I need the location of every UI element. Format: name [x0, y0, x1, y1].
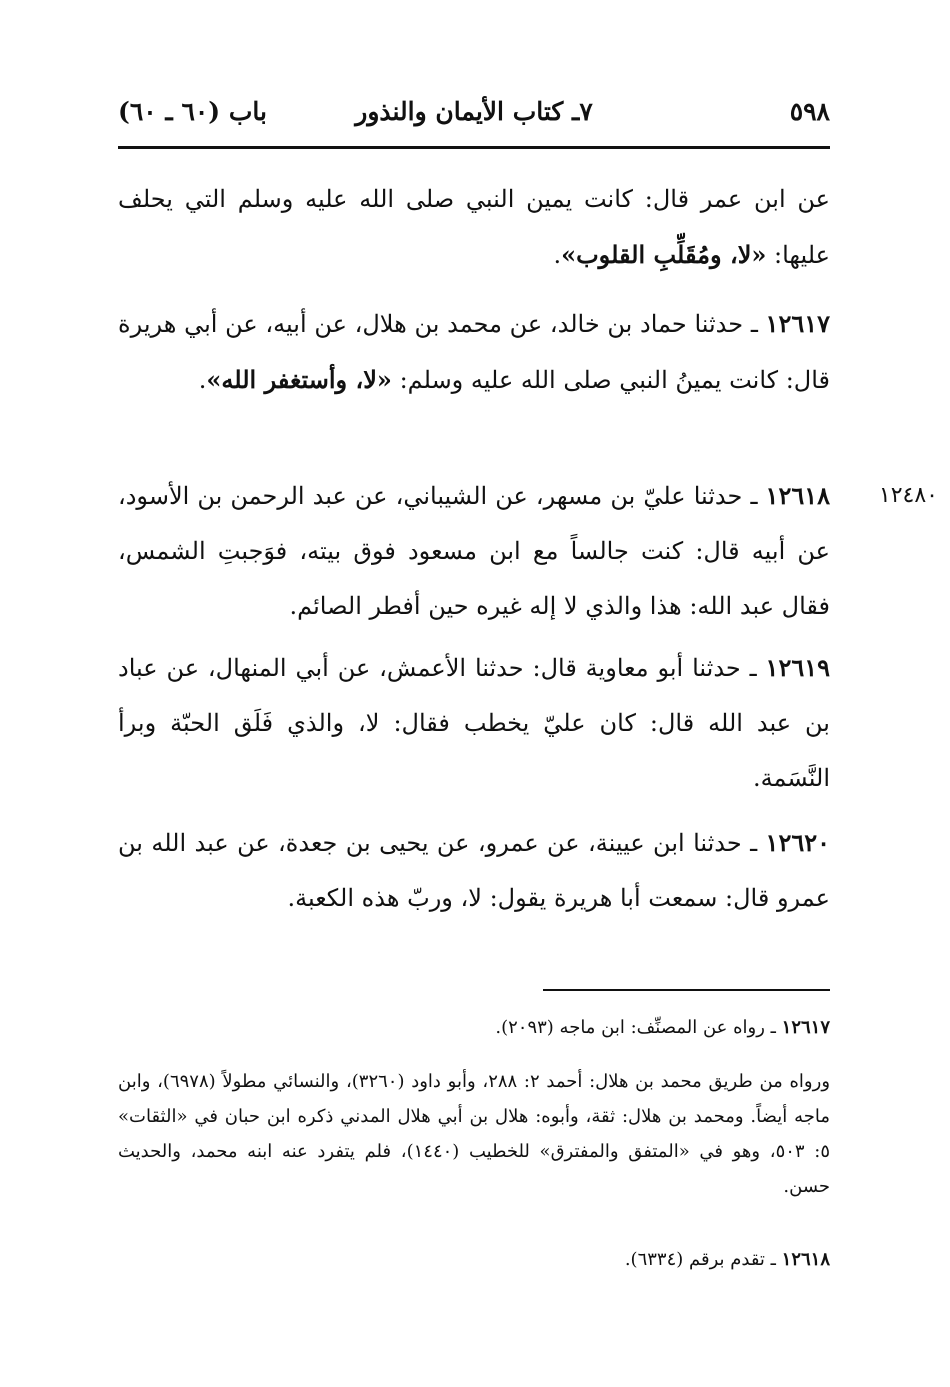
hadith-number: ١٢٦١٧	[765, 309, 830, 338]
hadith-number: ١٢٦٢٠	[765, 828, 830, 857]
chapter-label: باب (٦٠ ـ ٦٠)	[118, 97, 267, 126]
hadith-number: ١٢٦١٨	[765, 481, 830, 510]
quote: «لا، ومُقَلِّبِ القلوب»	[561, 240, 767, 269]
footnote-12618: ١٢٦١٨ ـ تقدم برقم (٦٣٣٤).	[624, 1249, 830, 1270]
book-title: ٧ـ كتاب الأيمان والنذور	[355, 97, 593, 126]
margin-reference: ١٢٤٨٠	[878, 483, 938, 508]
footnote-number: ١٢٦١٨	[781, 1249, 830, 1270]
footnote-12617-detail: ورواه من طريق محمد بن هلال: أحمد ٢: ٢٨٨، وأبو داود (٣٢٦٠)، والنسائي مطولاً (٦٩٧٨)، وابن ماجه أيضاً. ومحمد بن هلال: ثقة، وأبوه: هلال بن أبي هلال المدني ذكره ابن حبان في «الثقات» ٥: ٥٠٣، وهو في «المتفق والمفترق» للخطيب (١٤٤٠)، فلم يتفرد عنه ابنه محمد، والحديث حسن.	[118, 1071, 831, 1197]
hadith-12618: ١٢٦١٨ ـ حدثنا عليّ بن مسهر، عن الشيباني، عن عبد الرحمن بن الأسود، عن أبيه قال: كنت جالساً مع ابن مسعود فوق بيته، فوَجبتِ الشمس، فقال عبد الله: هذا والذي لا إله غيره حين أفطر الصائم.	[118, 481, 830, 620]
hadith-12617: ١٢٦١٧ ـ حدثنا حماد بن خالد، عن محمد بن هلال، عن أبيه، عن أبي هريرة قال: كانت يمينُ النبي صلى الله عليه وسلم: «لا، وأستغفر الله».	[118, 309, 830, 394]
footnote-number: ١٢٦١٧	[781, 1017, 830, 1038]
header-divider	[118, 146, 830, 149]
paragraph-intro: عن ابن عمر قال: كانت يمين النبي صلى الله عليه وسلم التي يحلف عليها: «لا، ومُقَلِّبِ القلوب».	[118, 185, 830, 269]
footnote-12617: ١٢٦١٧ ـ رواه عن المصنِّف: ابن ماجه (٢٠٩٣).	[495, 1017, 830, 1038]
hadith-12620: ١٢٦٢٠ ـ حدثنا ابن عيينة، عن عمرو، عن يحيى بن جعدة، عن عبد الله بن عمرو قال: سمعت أبا هريرة يقول: لا، وربّ هذه الكعبة.	[118, 828, 830, 912]
running-header	[118, 97, 830, 141]
hadith-12619: ١٢٦١٩ ـ حدثنا أبو معاوية قال: حدثنا الأعمش، عن أبي المنهال، عن عباد بن عبد الله قال: كان عليّ يخطب فقال: لا، والذي فَلَق الحبّة وبرأ النَّسَمة.	[118, 653, 830, 792]
hadith-number: ١٢٦١٩	[765, 653, 830, 682]
page-number: ٥٩٨	[789, 97, 830, 126]
quote: «لا، وأستغفر الله»	[206, 365, 392, 394]
footnote-divider	[543, 989, 830, 991]
